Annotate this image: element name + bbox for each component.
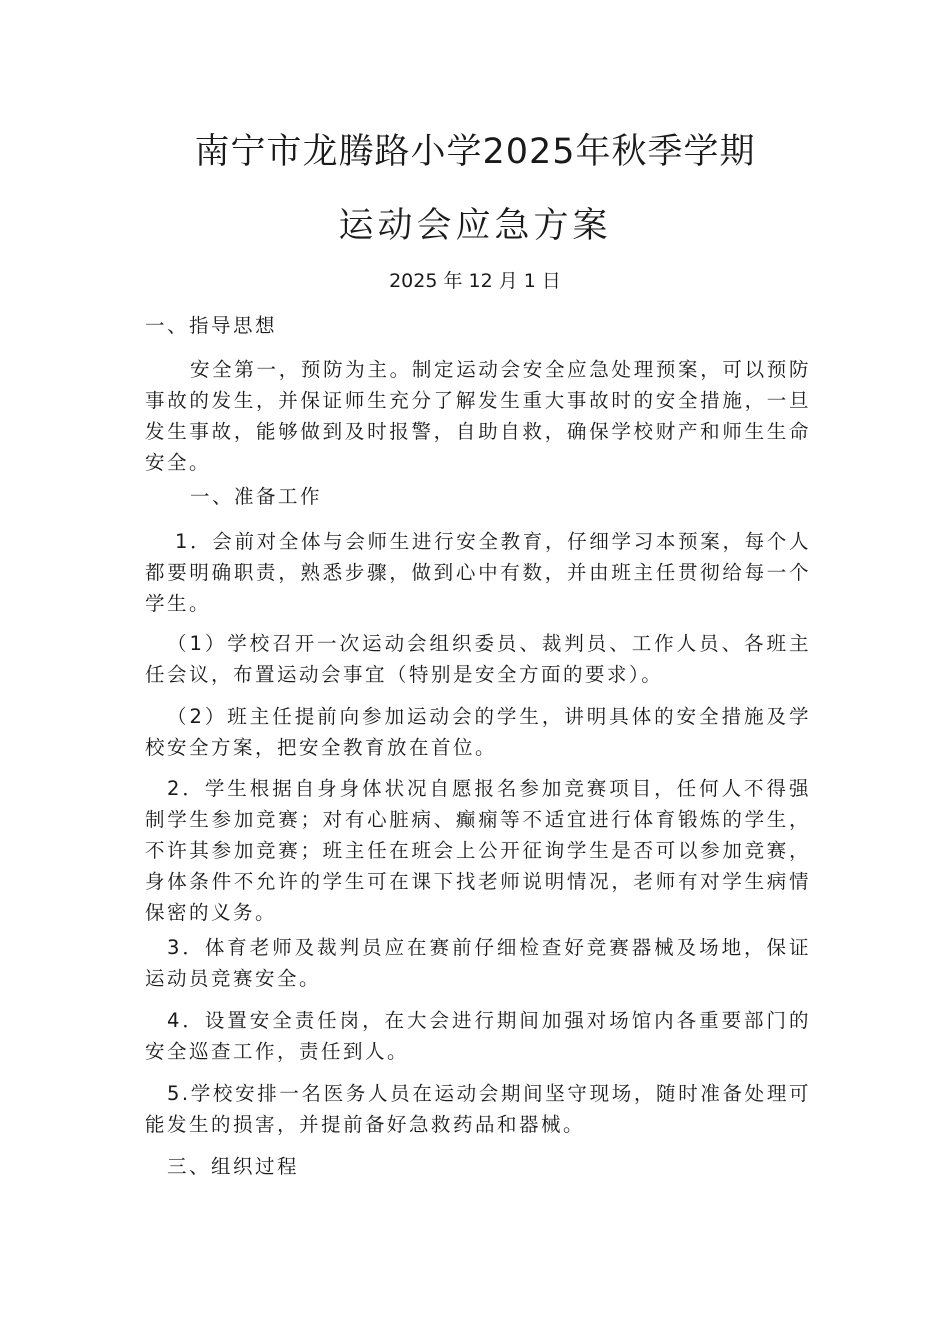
paragraph-prep-item-2: 2．学生根据自身身体状况自愿报名参加竞赛项目，任何人不得强制学生参加竞赛；对有心脏病、癫痫等不适宜进行体育锻炼的学生，不许其参加竞赛；班主任在班会上公开征询学生是否可以参加竞赛，身体条件不允许的学生可在课下找老师说明情况，老师有对学生病情保密的义务。	[145, 777, 811, 924]
section-heading-organization: 三、组织过程	[167, 1155, 300, 1178]
document-title-line1: 南宁市龙腾路小学2025年秋季学期	[194, 132, 756, 172]
section-heading-guiding-idea: 一、指导思想	[145, 314, 278, 337]
paragraph-prep-item-1-sub-1: （1）学校召开一次运动会组织委员、裁判员、工作人员、各班主任会议，布置运动会事宜（特别是安全方面的要求）。	[145, 632, 811, 686]
paragraph-prep-item-5: 5.学校安排一名医务人员在运动会期间坚守现场，随时准备处理可能发生的损害，并提前备好急救药品和器械。	[145, 1082, 811, 1136]
paragraph-prep-item-1: 1．会前对全体与会师生进行安全教育，仔细学习本预案，每个人都要明确职责，熟悉步骤，做到心中有数，并由班主任贯彻给每一个学生。	[145, 530, 811, 615]
paragraph-prep-item-3: 3．体育老师及裁判员应在赛前仔细检查好竞赛器械及场地，保证运动员竞赛安全。	[145, 936, 811, 990]
section-heading-preparation: 一、准备工作	[190, 485, 323, 508]
document-title-line2: 运动会应急方案	[338, 206, 612, 246]
paragraph-guiding-idea: 安全第一，预防为主。制定运动会安全应急处理预案，可以预防事故的发生，并保证师生充分了解发生重大事故时的安全措施，一旦发生事故，能够做到及时报警，自助自救，确保学校财产和师生生命安全。	[145, 358, 811, 474]
paragraph-prep-item-4: 4．设置安全责任岗，在大会进行期间加强对场馆内各重要部门的安全巡查工作，责任到人。	[145, 1009, 811, 1063]
paragraph-prep-item-1-sub-2: （2）班主任提前向参加运动会的学生，讲明具体的安全措施及学校安全方案，把安全教育放在首位。	[145, 705, 811, 759]
document-date: 2025 年 12 月 1 日	[389, 270, 561, 292]
